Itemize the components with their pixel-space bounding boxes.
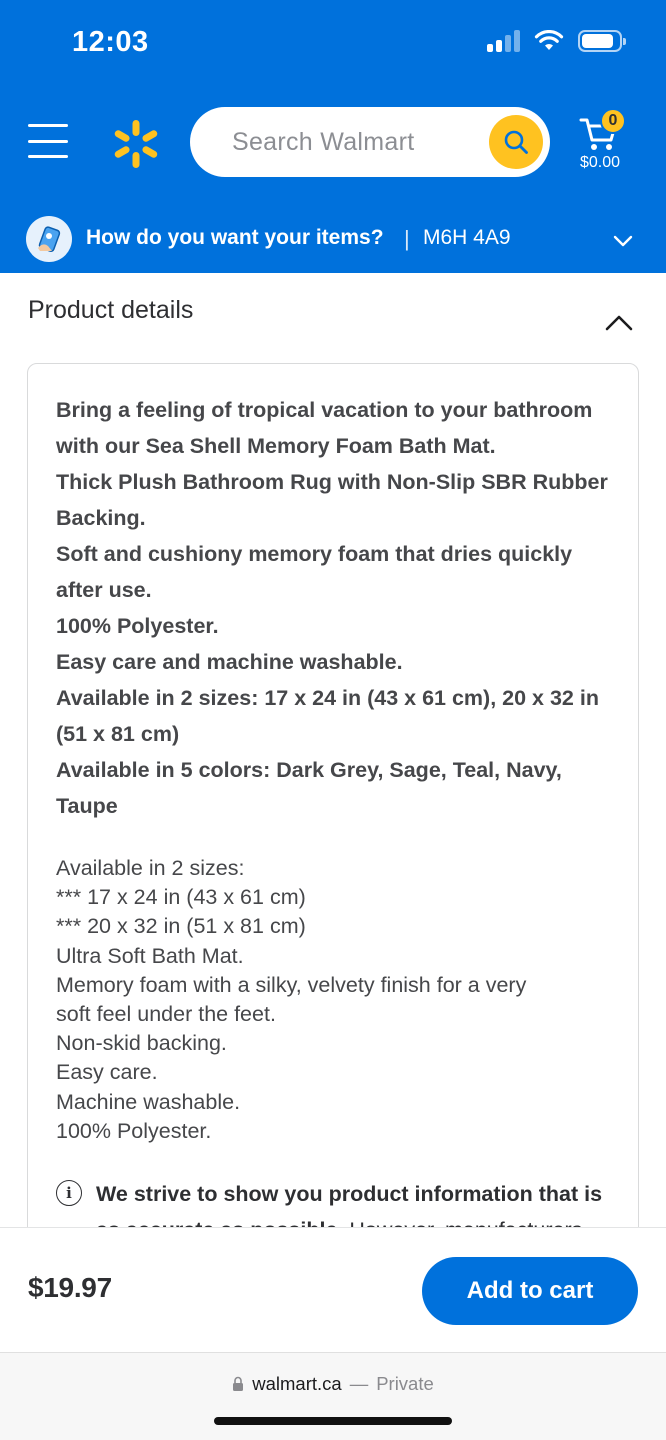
info-note-bold: We strive to show you product information that is — [96, 1182, 603, 1207]
product-details-title: Product details — [28, 296, 194, 324]
purchase-bar — [0, 1227, 666, 1352]
highlight-line: Bring a feeling of tropical vacation to your bathroom — [56, 398, 593, 422]
browsing-mode: Private — [376, 1373, 434, 1394]
search-button[interactable] — [489, 115, 543, 169]
highlight-line: after use. — [56, 578, 152, 602]
description-list — [56, 854, 612, 1146]
description-line: Available in 2 sizes: — [56, 856, 245, 880]
highlight-line: (51 x 81 cm) — [56, 722, 180, 746]
highlights-list — [56, 392, 612, 824]
highlight-line: Soft and cushiony memory foam that dries quickly — [56, 542, 573, 566]
description-line: Ultra Soft Bath Mat. — [56, 943, 244, 968]
description-line: *** 20 x 32 in (51 x 81 cm) — [56, 914, 306, 939]
description-line: 100% Polyester. — [56, 1118, 212, 1143]
highlight-line: Available in 2 sizes: 17 x 24 in (43 x 61 cm), 20 x 32 in — [56, 686, 599, 710]
walmart-spark-icon[interactable] — [110, 118, 162, 170]
info-icon: i — [56, 1180, 82, 1206]
description-line: Memory foam with a silky, velvety finish for a very — [56, 972, 527, 997]
delivery-selector[interactable] — [0, 206, 666, 273]
product-details-card — [27, 363, 639, 1263]
lock-icon — [232, 1376, 244, 1392]
description-line: soft feel under the feet. — [56, 1002, 276, 1027]
signal-icon — [487, 30, 520, 52]
chevron-up-icon[interactable] — [604, 314, 634, 332]
browser-url-bar[interactable] — [0, 1352, 666, 1440]
delivery-separator: | — [404, 226, 410, 251]
highlight-line: Thick Plush Bathroom Rug with Non-Slip SBR Rubber — [56, 470, 608, 494]
cart-button[interactable] — [576, 108, 636, 178]
status-time: 12:03 — [72, 26, 149, 58]
highlight-line: Available in 5 colors: Dark Grey, Sage, Teal, Navy, — [56, 758, 562, 782]
product-price: $19.97 — [28, 1272, 112, 1303]
top-header — [0, 0, 666, 273]
cart-total: $0.00 — [580, 154, 621, 171]
postal-code: M6H 4A9 — [423, 226, 511, 249]
wifi-icon — [534, 30, 564, 52]
highlight-line: Backing. — [56, 506, 146, 530]
url-display[interactable] — [0, 1373, 666, 1395]
search-placeholder: Search Walmart — [232, 127, 415, 156]
description-line: Non-skid backing. — [56, 1031, 227, 1056]
highlight-line: Taupe — [56, 794, 118, 818]
delivery-phone-icon — [26, 216, 72, 262]
url-domain: walmart.ca — [252, 1373, 342, 1394]
battery-icon — [578, 30, 622, 52]
description-line: Easy care. — [56, 1060, 158, 1085]
highlight-line: with our Sea Shell Memory Foam Bath Mat. — [56, 434, 496, 458]
delivery-question: How do you want your items? — [86, 226, 384, 249]
description-line: *** 17 x 24 in (43 x 61 cm) — [56, 885, 306, 910]
chevron-down-icon[interactable] — [612, 234, 634, 248]
search-input[interactable] — [190, 107, 550, 177]
highlight-line: Easy care and machine washable. — [56, 650, 403, 674]
search-icon — [503, 129, 529, 155]
hamburger-menu-icon[interactable] — [28, 124, 68, 158]
add-to-cart-button[interactable]: Add to cart — [422, 1257, 638, 1325]
url-separator: — — [349, 1373, 369, 1394]
status-icons — [487, 30, 622, 52]
home-indicator[interactable] — [214, 1417, 452, 1425]
description-line: Machine washable. — [56, 1089, 241, 1114]
highlight-line: 100% Polyester. — [56, 614, 219, 638]
cart-count-badge: 0 — [600, 108, 626, 134]
